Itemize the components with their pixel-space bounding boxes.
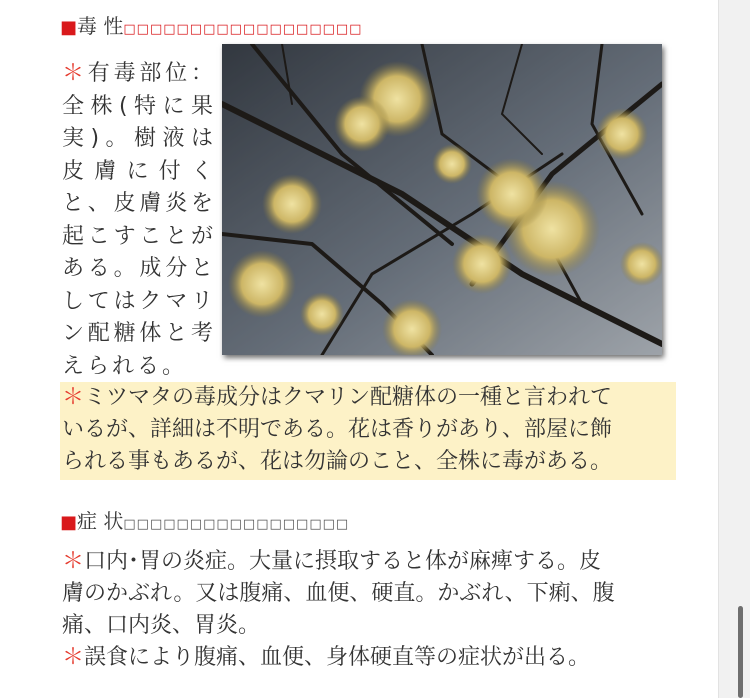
symptom-line-2: 膚のかぶれ。又は腹痛、血便、硬直。かぶれ、下痢、腹	[62, 581, 615, 606]
symptoms-title: 症 状	[77, 509, 124, 533]
highlight-line-1: ＊ミツマタの毒成分はクマリン配糖体の一種と言われて	[62, 385, 613, 410]
toxicity-heading	[60, 10, 362, 39]
highlight-line-2: いるが、詳細は不明である。花は香りがあり、部屋に飾	[62, 417, 613, 442]
symptoms-body	[62, 546, 682, 674]
toxicity-title: 毒 性	[77, 14, 124, 38]
heading-boxes: □□□□□□□□□□□□□□□□□□	[123, 22, 363, 37]
heading-square-icon: ■	[60, 17, 78, 38]
page-border	[718, 0, 719, 698]
bullet-asterisk-icon: ＊	[62, 549, 85, 574]
scrollbar-thumb[interactable]	[738, 606, 743, 698]
photo-illustration	[222, 44, 662, 355]
symptoms-heading	[60, 505, 349, 534]
bullet-asterisk-icon: ＊	[62, 645, 85, 670]
heading-boxes: □□□□□□□□□□□□□□□□□	[123, 517, 350, 532]
symptom-line-3: 痛、口内炎、胃炎。	[62, 613, 261, 638]
heading-square-icon: ■	[60, 512, 78, 533]
highlighted-note	[60, 382, 676, 480]
highlight-line-3: られる事もあるが、花は勿論のこと、全株に毒がある。	[62, 449, 613, 474]
symptom-line-1: ＊口内･胃の炎症。大量に摂取すると体が麻痺する。皮	[62, 549, 602, 574]
mitsumata-flowers-photo	[222, 44, 662, 355]
bullet-asterisk-icon: ＊	[62, 385, 85, 410]
toxic-parts-body: 有毒部位：全株(特に果実)。樹液は皮膚に付くと、皮膚炎を起こすことがある。成分としてはクマリン配糖体と考えられる。	[62, 61, 216, 379]
toxic-parts-text	[62, 58, 216, 383]
bullet-asterisk-icon: ＊	[62, 61, 88, 86]
symptom-line-4: ＊誤食により腹痛、血便、身体硬直等の症状が出る。	[62, 645, 591, 670]
